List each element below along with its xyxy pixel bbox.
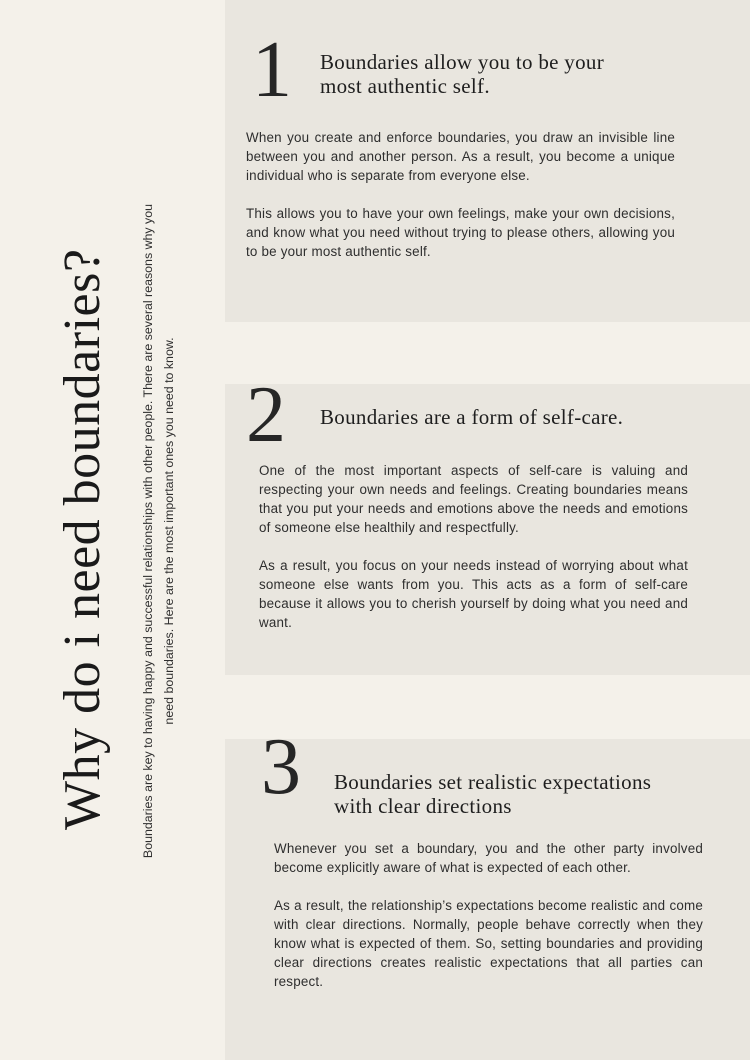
heading-line: Boundaries are a form of self-care. <box>320 405 624 429</box>
paragraph: As a result, you focus on your needs instead of worrying about what someone else wants from you. This acts as a form of self-care because it allows you to cherish yourself by doing what you need and want. <box>259 558 688 630</box>
heading-line: Boundaries allow you to be your <box>320 50 605 74</box>
section-body-3 <box>274 839 703 991</box>
intro-line-1: Boundaries are key to having happy and successful relationships with other people. There are several reasons why you <box>141 203 155 859</box>
intro-line-2: need boundaries. Here are the most important ones you need to know. <box>162 337 176 725</box>
intro-text <box>138 120 180 942</box>
section-body-1 <box>246 128 675 261</box>
section-body-2 <box>259 461 688 632</box>
section-heading-1 <box>320 50 680 98</box>
section-number-3: 3 <box>261 723 301 811</box>
paragraph: One of the most important aspects of self-care is valuing and respecting your own needs and feelings. Creating boundaries means that you put your needs and emotions above the needs and emotions of someone else healthily and respectfully. <box>259 463 688 535</box>
paragraph: Whenever you set a boundary, you and the other party involved become explicitly aware of what is expected of each other. <box>274 841 703 875</box>
section-number-1: 1 <box>252 26 292 114</box>
heading-line: Boundaries set realistic expectations <box>334 770 652 794</box>
section-heading-2 <box>320 405 700 429</box>
page-title: Why do i need boundaries? <box>54 248 111 830</box>
paragraph: When you create and enforce boundaries, you draw an invisible line between you and another person. As a result, you become a unique individual who is separate from everyone else. <box>246 130 675 183</box>
paragraph: This allows you to have your own feelings, make your own decisions, and know what you need without trying to please others, allowing you to be your most authentic self. <box>246 206 675 259</box>
section-heading-3 <box>334 770 714 818</box>
heading-line: most authentic self. <box>320 74 490 98</box>
paragraph: As a result, the relationship’s expectations become realistic and come with clear directions. Normally, people behave correctly when they know what is expected of them. So, setting boundaries and providing clear directions creates realistic expectations that all parties can respect. <box>274 898 703 989</box>
section-number-2: 2 <box>246 371 286 459</box>
heading-line: with clear directions <box>334 794 512 818</box>
